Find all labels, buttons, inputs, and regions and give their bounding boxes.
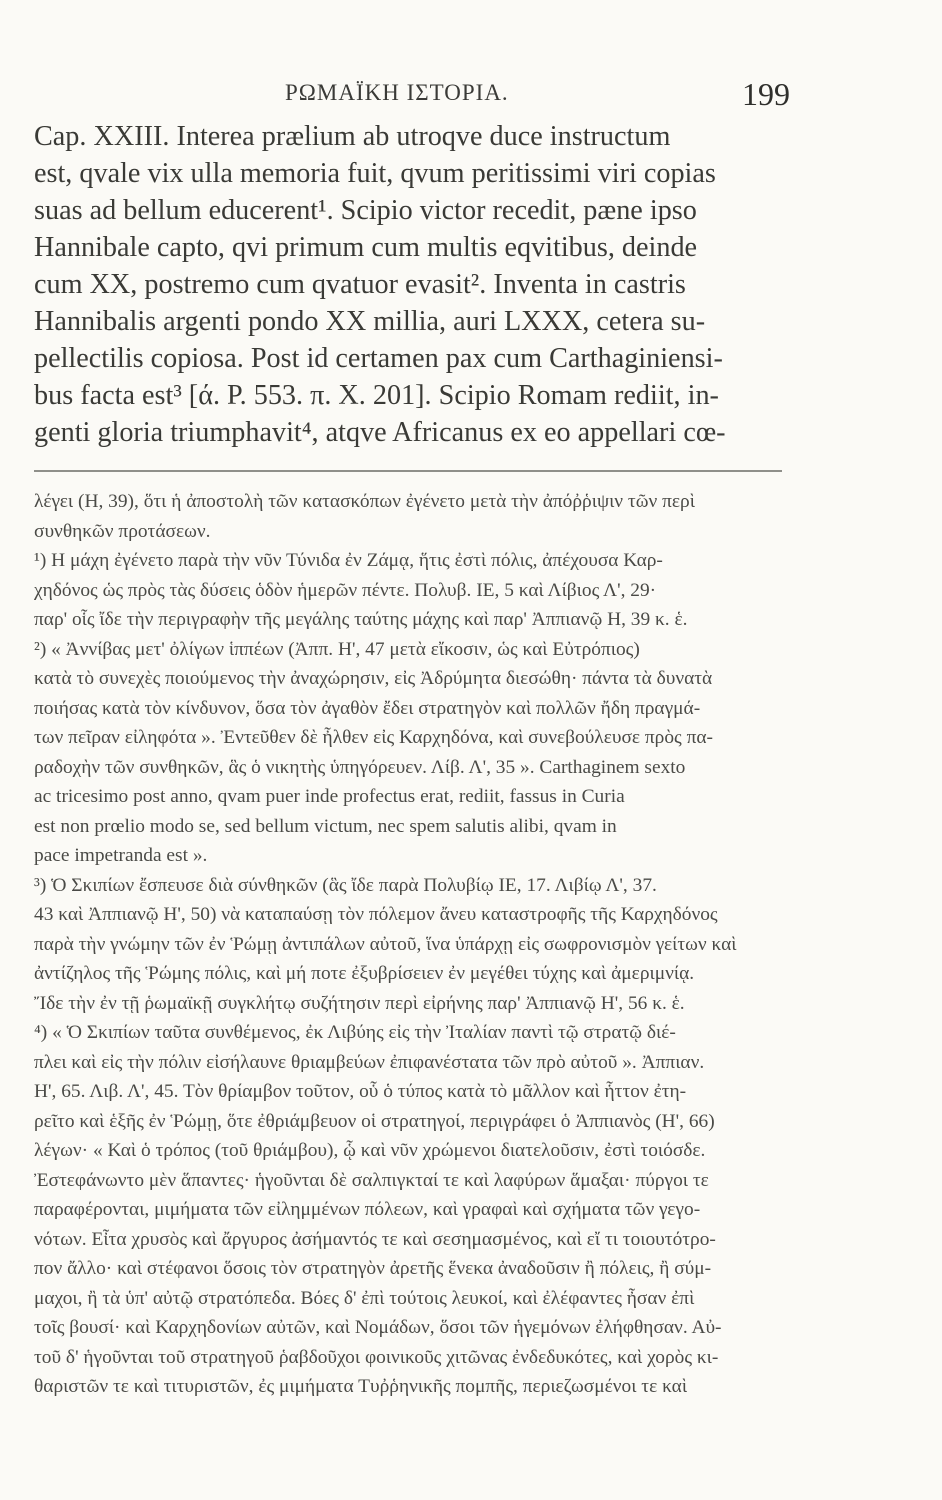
page-number: 199 — [742, 76, 790, 112]
footnote-line: Ἐστεφάνωντο μὲν ἅπαντες· ἡγοῦνται δὲ σαλπιγκταί τε καὶ λαφύρων ἅμαξαι· πύργοι τε — [34, 1169, 709, 1191]
running-header — [0, 76, 942, 116]
footnote-divider — [34, 470, 782, 472]
main-text-line: pellectilis copiosa. Post id certamen pax cum Carthaginiensi- — [34, 343, 723, 374]
footnote-line: pace impetranda est ». — [34, 845, 208, 866]
footnote-line: ρεῖτο καὶ ἑξῆς ἐν Ῥώμῃ, ὅτε ἐθριάμβευον οἱ στρατηγοί, περιγράφει ὁ Ἀππιανὸς (Η', 66) — [34, 1110, 715, 1132]
footnote-line: ³) Ὁ Σκιπίων ἔσπευσε διὰ σύνθηκῶν (ἃς ἴδε παρὰ Πολυβίῳ ΙΕ, 17. Λιβίῳ Λ', 37. — [34, 874, 657, 896]
footnote-line: τοῦ δ' ἡγοῦνται τοῦ στρατηγοῦ ῥαβδοῦχοι φοινικοῦς χιτῶνας ἐνδεδυκότες, καὶ χορὸς κι- — [34, 1346, 719, 1368]
footnote-line: παρ' οἷς ἴδε τὴν περιγραφὴν τῆς μεγάλης ταύτης μάχης καὶ παρ' Ἀππιανῷ Η, 39 κ. ἑ. — [34, 609, 688, 630]
footnote-line: των πεῖραν εἰληφότα ». Ἐντεῦθεν δὲ ἦλθεν εἰς Καρχηδόνα, καὶ συνεβούλευσε πρὸς πα- — [34, 727, 713, 748]
main-text-line: suas ad bellum educerent¹. Scipio victor recedit, pæne ipso — [34, 195, 697, 226]
main-text-line: Cap. XXIII. Interea prælium ab utroqve duce instructum — [34, 121, 671, 152]
footnote-line: κατὰ τὸ συνεχὲς ποιούμενος τὴν ἀναχώρησιν, εἰς Ἀδρύμητα διεσώθη· πάντα τὰ δυνατὰ — [34, 668, 713, 689]
footnote-line: χηδόνος ὡς πρὸς τὰς δύσεις ὁδὸν ἡμερῶν πέντε. Πολυβ. ΙΕ, 5 καὶ Λίβιος Λ', 29· — [34, 579, 657, 601]
footnote-line: ἀντίζηλος τῆς Ῥώμης πόλις, καὶ μή ποτε ἐξυβρίσειεν ἐν μεγέθει τύχης καὶ ἀμεριμνίᾳ. — [34, 963, 695, 984]
main-text-line: cum XX, postremo cum qvatuor evasit². Inventa in castris — [34, 269, 686, 300]
main-text-line: Hannibale capto, qvi primum cum multis eqvitibus, deinde — [34, 232, 698, 263]
footnote-line: θαριστῶν τε καὶ τιτυριστῶν, ἐς μιμήματα Τυῤῥηνικῆς πομπῆς, περιεζωσμένοι τε καὶ — [34, 1376, 688, 1397]
footnote-line: νότων. Εἶτα χρυσὸς καὶ ἄργυρος ἀσήμαντός τε καὶ σεσημασμένος, καὶ εἴ τι τοιουτότρο- — [34, 1228, 716, 1250]
main-text-line: Hannibalis argenti pondo XX millia, auri LXXX, cetera su- — [34, 306, 706, 337]
footnote-line: λέγων· « Καὶ ὁ τρόπος (τοῦ θριάμβου), ᾧ καὶ νῦν χρώμενοι διατελοῦσιν, ἐστὶ τοιόσδε. — [34, 1140, 706, 1161]
footnote-line: πον ἄλλο· καὶ στέφανοι ὅσοις τὸν στρατηγὸν ἀρετῆς ἕνεκα ἀναδοῦσιν ἢ πόλεις, ἢ σύμ- — [34, 1258, 712, 1279]
footnote-line: ²) « Ἀννίβας μετ' ὀλίγων ἱππέων (Ἀππ. Η', 47 μετὰ εἴκοσιν, ὡς καὶ Εὐτρόπιος) — [34, 638, 640, 660]
main-text-line: bus facta est³ [ά. Ρ. 553. π. Χ. 201]. Scipio Romam rediit, in- — [34, 380, 719, 411]
footnote-line: ¹) Η μάχη ἐγένετο παρὰ τὴν νῦν Τύνιδα ἐν Ζάμᾳ, ἥτις ἐστὶ πόλις, ἀπέχουσα Καρ- — [34, 550, 663, 571]
footnote-line: Η', 65. Λιβ. Λ', 45. Τὸν θρίαμβον τοῦτον, οὗ ὁ τύπος κατὰ τὸ μᾶλλον καὶ ἧττον ἐτη- — [34, 1081, 687, 1102]
footnote-line: Ἴδε τὴν ἐν τῇ ῥωμαϊκῇ συγκλήτῳ συζήτησιν περὶ εἰρήνης παρ' Ἀππιανῷ Η', 56 κ. ἑ. — [34, 992, 685, 1014]
main-text-line: est, qvale vix ulla memoria fuit, qvum peritissimi viri copias — [34, 158, 716, 189]
footnote-line: συνθηκῶν προτάσεων. — [34, 520, 211, 542]
footnote-line: ραδοχὴν τῶν συνθηκῶν, ἃς ὁ νικητὴς ὑπηγόρευεν. Λίβ. Λ', 35 ». Carthaginem sexto — [34, 756, 686, 778]
main-text-line: genti gloria triumphavit⁴, atqve Africanus ex eo appellari cœ- — [34, 417, 726, 448]
footnotes — [34, 487, 786, 1402]
footnote-line: ac tricesimo post anno, qvam puer inde profectus erat, rediit, fassus in Curia — [34, 786, 625, 807]
footnote-line: παρὰ τὴν γνώμην τῶν ἐν Ῥώμῃ ἀντιπάλων αὐτοῦ, ἵνα ὑπάρχῃ εἰς σωφρονισμὸν γείτων καὶ — [34, 933, 737, 955]
footnote-line: est non prœlio modo se, sed bellum victum, nec spem salutis alibi, qvam in — [34, 815, 617, 837]
running-title: ΡΩΜΑΪΚΗ ΙΣΤΟΡΙΑ. — [285, 80, 509, 105]
footnote-line: τοῖς βουσί· καὶ Καρχηδονίων αὐτῶν, καὶ Νομάδων, ὅσοι τῶν ἡγεμόνων ἐλήφθησαν. Αὐ- — [34, 1317, 722, 1338]
footnote-line: ⁴) « Ὁ Σκιπίων ταῦτα συνθέμενος, ἐκ Λιβύης εἰς τὴν Ἰταλίαν παντὶ τῷ στρατῷ διέ- — [34, 1022, 676, 1043]
footnote-line: μαχοι, ἢ τὰ ὑπ' αὐτῷ στρατόπεδα. Βόες δ' ἐπὶ τούτοις λευκοί, καὶ ἐλέφαντες ἦσαν ἐπὶ — [34, 1287, 695, 1309]
footnote-line: ποιήσας κατὰ τὸν κίνδυνον, ὅσα τὸν ἀγαθὸν ἔδει στρατηγὸν καὶ πολλῶν ἤδη πραγμά- — [34, 697, 701, 719]
footnote-line: πλει καὶ εἰς τὴν πόλιν εἰσήλαυνε θριαμβεύων ἐπιφανέστατα τῶν πρὸ αὐτοῦ ». Ἀππιαν. — [34, 1051, 705, 1073]
footnote-line: παραφέρονται, μιμήματα τῶν εἰλημμένων πόλεων, καὶ γραφαὶ καὶ σχήματα τῶν γεγο- — [34, 1199, 701, 1220]
footnote-line: 43 καὶ Ἀππιανῷ Η', 50) νὰ καταπαύσῃ τὸν πόλεμον ἄνευ καταστροφῆς τῆς Καρχηδόνος — [34, 904, 718, 925]
footnote-line: λέγει (Η, 39), ὅτι ἡ ἀποστολὴ τῶν κατασκόπων ἐγένετο μετὰ τὴν ἀπόῤῥιψιν τῶν περὶ — [34, 491, 695, 512]
main-text — [34, 118, 786, 451]
